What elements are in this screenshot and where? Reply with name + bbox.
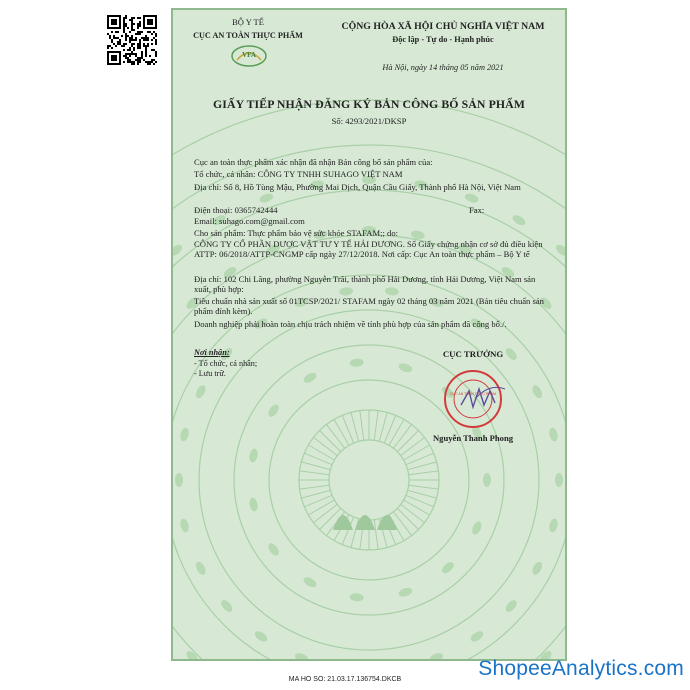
intro-text: Cục an toàn thực phẩm xác nhận đã nhận Bản công bố sản phẩm của: [194, 157, 433, 167]
watermark: ShopeeAnalytics.com [478, 657, 684, 680]
logo-text: VFA [242, 51, 256, 59]
agency-name: CỤC AN TOÀN THỰC PHẨM [193, 31, 303, 40]
standard: Tiêu chuẩn nhà sản xuất số 01TCSP/2021/ STAFAM ngày 02 tháng 03 năm 2021 (Bản tiêu chuẩn sản phẩm đính kèm). [194, 296, 544, 316]
document-title: GIẤY TIẾP NHẬN ĐĂNG KÝ BẢN CÔNG BỐ SẢN PHẨM [212, 97, 526, 111]
recipient-item: - Tổ chức, cá nhân; [194, 359, 258, 368]
country-name: CỘNG HÒA XÃ HỘI CHỦ NGHĨA VIỆT NAM [341, 21, 545, 32]
manufacturer: CÔNG TY CỔ PHẦN DƯỢC VẬT TƯ Y TẾ HẢI DƯƠNG. Số Giấy chứng nhận cơ sở đủ điều kiện ATTP: 06/2018/ATTP-CNGMP cấp ngày 27/12/2018. Nơi cấp: Cục An toàn thực phẩm – Bộ Y tế [194, 239, 543, 259]
recipients-label: Nơi nhận: [194, 348, 230, 357]
vfa-logo [231, 45, 267, 67]
product: Cho sản phẩm: Thực phẩm bảo vệ sức khỏe STAFAM;; do: [194, 228, 399, 238]
qr-code [107, 15, 157, 65]
org-address: Địa chỉ: Số 8, Hồ Tùng Mậu, Phường Mai Dịch, Quận Cầu Giấy, Thành phố Hà Nội, Việt Nam [194, 182, 521, 192]
signer-name: Nguyễn Thanh Phong [432, 433, 514, 443]
stamp-text: CỤC AN TOÀN THỰC PHẨM [450, 392, 496, 396]
certificate-page [171, 8, 567, 661]
document-number: Số: 4293/2021/DKSP [331, 116, 407, 126]
responsibility-statement: Doanh nghiệp phải hoàn toàn chịu trách nhiệm về tính phù hợp của sản phẩm đã công bố./. [194, 319, 507, 329]
ministry-name: BỘ Y TẾ [232, 17, 264, 27]
fax: Fax: [469, 205, 485, 215]
email: Email: suhago.com@gmail.com [194, 216, 305, 226]
motto: Độc lập - Tự do - Hạnh phúc [392, 35, 494, 44]
organization: Tổ chức, cá nhân: CÔNG TY TNHH SUHAGO VIỆT NAM [194, 169, 403, 179]
place-date: Hà Nội, ngày 14 tháng 05 năm 2021 [382, 63, 504, 72]
recipient-item: - Lưu trữ. [194, 369, 226, 378]
manufacturer-address: Địa chỉ: 102 Chi Lăng, phường Nguyễn Trãi, thành phố Hải Dương, tỉnh Hải Dương, Việt Nam sản xuất, phù hợp: [194, 274, 536, 294]
official-stamp [437, 365, 517, 435]
dossier-code: MA HO SO: 21.03.17.136754.DKCB [288, 676, 402, 683]
phone: Điện thoại: 0365742444 [194, 205, 278, 215]
signer-title: CỤC TRƯỞNG [442, 349, 504, 359]
